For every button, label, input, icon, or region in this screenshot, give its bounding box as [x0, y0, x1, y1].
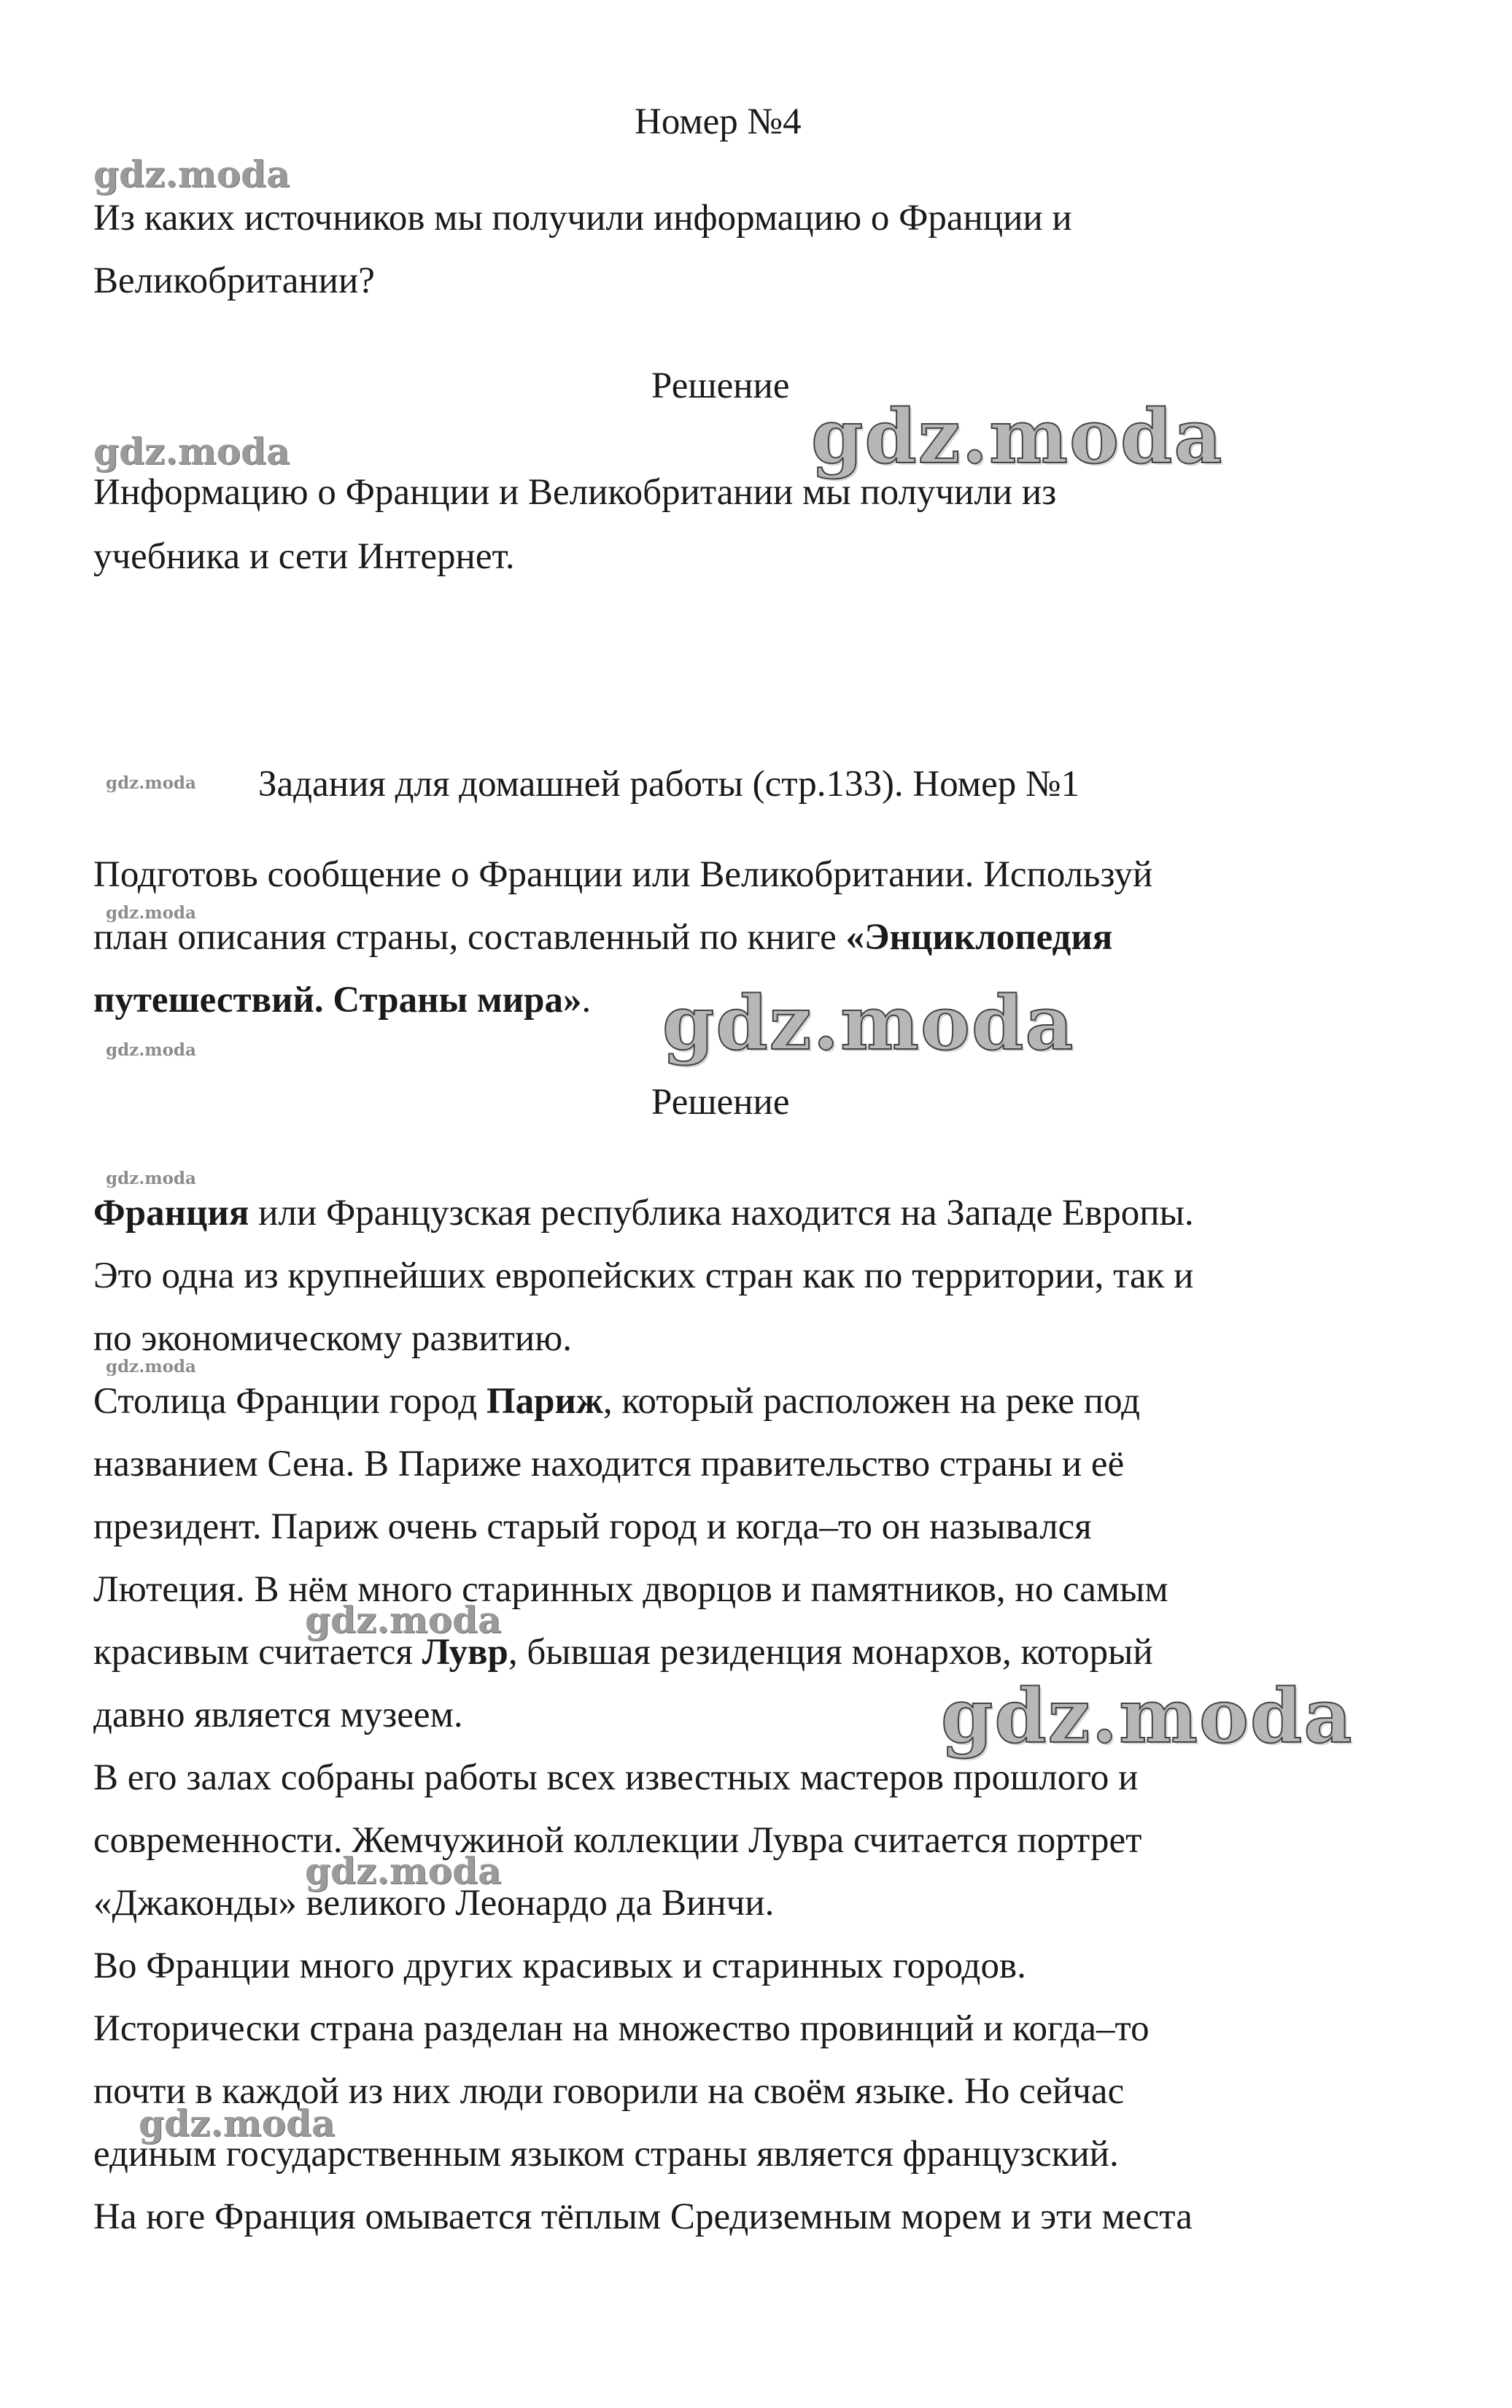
keyword-paris: Париж	[486, 1381, 603, 1422]
answer-line-4-post: , который расположен на реке под	[602, 1381, 1141, 1422]
watermark-small: gdz.moda	[93, 152, 290, 195]
keyword-france: Франция	[93, 1193, 249, 1234]
answer-line-8	[93, 1630, 1153, 1675]
watermark-small: gdz.moda	[305, 1849, 502, 1892]
answer-line-9: давно является музеем.	[93, 1695, 463, 1735]
watermark-large: gdz.moda	[811, 393, 1224, 481]
answer-line-4-pre: Столица Франции город	[93, 1381, 486, 1422]
answer-line-1-text: или Французская республика находится на Западе Европы.	[249, 1193, 1194, 1234]
book-title-part-1: «Энциклопедия	[845, 917, 1113, 958]
task4-solution-label: Решение	[651, 365, 790, 406]
answer-line-6: президент. Париж очень старый город и когда–то он назывался	[93, 1506, 1092, 1547]
keyword-louvre: Лувр	[422, 1632, 508, 1673]
watermark-small: gdz.moda	[305, 1598, 502, 1641]
answer-line-11: современности. Жемчужиной коллекции Лувра считается портрет	[93, 1820, 1142, 1861]
task4-heading: Номер №4	[635, 101, 802, 142]
task4-question-line-2: Великобритании?	[93, 260, 375, 301]
task4-question-line-1: Из каких источников мы получили информацию о Франции и	[93, 198, 1072, 239]
answer-line-13: Во Франции много других красивых и старинных городов.	[93, 1946, 1026, 1986]
answer-line-17: На юге Франция омывается тёплым Средиземным морем и эти места	[93, 2196, 1193, 2237]
task4-answer-line-2: учебника и сети Интернет.	[93, 536, 515, 577]
task-line-2-text: план описания страны, составленный по книге	[93, 917, 846, 958]
answer-line-1	[93, 1191, 1194, 1236]
task4-answer-line-1: Информацию о Франции и Великобритании мы получили из	[93, 472, 1057, 513]
watermark-small: gdz.moda	[139, 2102, 336, 2145]
answer-line-8-post: , бывшая резиденция монархов, который	[508, 1632, 1153, 1673]
answer-line-12: «Джаконды» великого Леонардо да Винчи.	[93, 1883, 775, 1924]
homework-task-line-1: Подготовь сообщение о Франции или Великобритании. Используй	[93, 854, 1153, 895]
answer-line-5: названием Сена. В Париже находится правительство страны и её	[93, 1444, 1125, 1484]
watermark-tiny: gdz.moda	[106, 1357, 196, 1377]
watermark-tiny: gdz.moda	[106, 1169, 196, 1188]
homework-solution-label: Решение	[651, 1082, 790, 1123]
answer-line-3: по экономическому развитию.	[93, 1318, 573, 1359]
watermark-small: gdz.moda	[93, 430, 290, 473]
answer-line-7: Лютеция. В нём много старинных дворцов и памятников, но самым	[93, 1569, 1168, 1610]
answer-line-16: единым государственным языком страны является французский.	[93, 2134, 1119, 2175]
watermark-large: gdz.moda	[941, 1673, 1354, 1760]
task-line-3-text: .	[581, 980, 592, 1021]
watermark-tiny: gdz.moda	[106, 773, 196, 793]
answer-line-8-pre: красивым считается	[93, 1632, 422, 1673]
book-title-part-2: путешествий. Страны мира»	[93, 980, 582, 1021]
watermark-tiny: gdz.moda	[106, 1040, 196, 1060]
answer-line-2: Это одна из крупнейших европейских стран как по территории, так и	[93, 1255, 1194, 1296]
watermark-tiny: gdz.moda	[106, 903, 196, 923]
watermark-large: gdz.moda	[662, 980, 1075, 1067]
homework-heading: Задания для домашней работы (стр.133). Номер №1	[258, 764, 1080, 805]
homework-task-line-2	[93, 915, 1112, 960]
answer-line-15: почти в каждой из них люди говорили на своём языке. Но сейчас	[93, 2071, 1125, 2112]
answer-line-4	[93, 1379, 1140, 1424]
answer-line-10: В его залах собраны работы всех известных мастеров прошлого и	[93, 1757, 1139, 1798]
homework-task-line-3	[93, 977, 591, 1023]
answer-line-14: Исторически страна разделан на множество провинций и когда–то	[93, 2008, 1149, 2049]
